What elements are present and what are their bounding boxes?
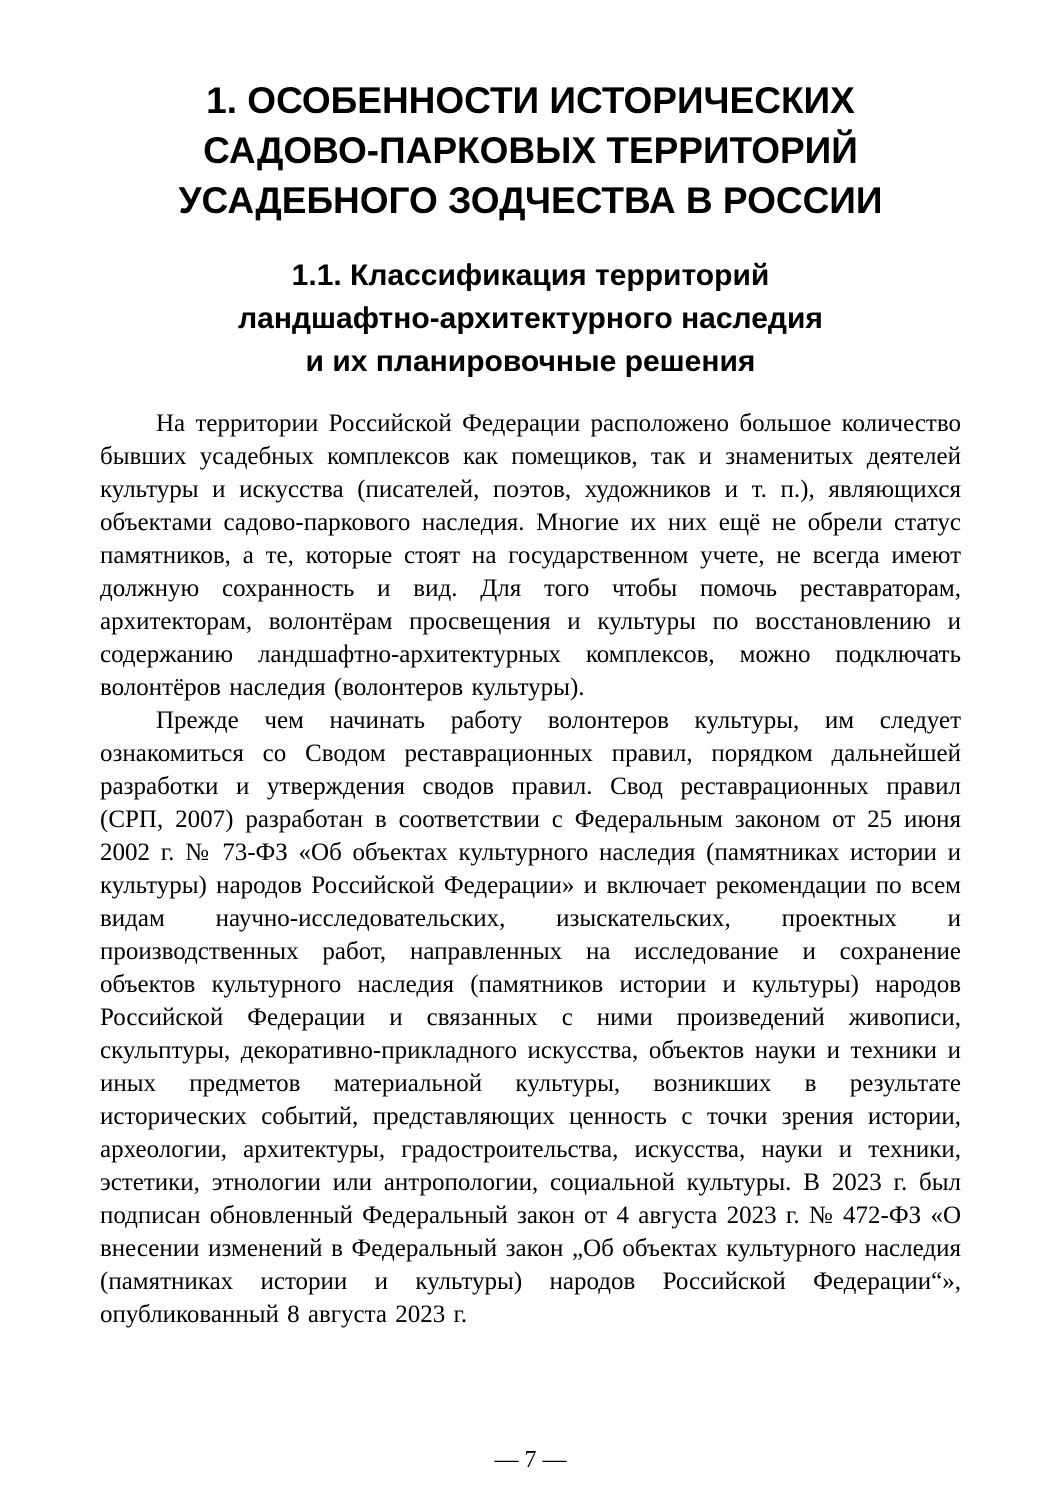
paragraph-1: На территории Российской Федерации расположено большое количество бывших усадебных комплексов как помещиков, так и знаменитых деятелей культуры и искусства (писателей, поэтов, художников и т. п.), являющихся объектами садово-паркового наследия. Многие их них ещё не обрели статус памятников, а те, которые стоят на государственном учете, не всегда имеют должную сохранность и вид. Для того чтобы помочь реставраторам, архитекторам, волонтёрам просвещения и культуры по восстановлению и содержанию ландшафтно-архитектурных комплексов, можно подключать волонтёров наследия (волонтеров культуры). (100, 410, 961, 701)
paragraph-2: Прежде чем начинать работу волонтеров культуры, им следует ознакомиться со Сводом реставрационных правил, порядком дальнейшей разработки и утверждения сводов правил. Свод реставрационных правил (СРП, 2007) разработан в соответствии с Федеральным законом от 25 июня 2002 г. № 73-ФЗ «Об объектах культурного наследия (памятниках истории и культуры) народов Российской Федерации» и включает рекомендации по всем видам научно-исследовательских, изыскательских, проектных и производственных работ, направленных на исследование и сохранение объектов культурного наследия (памятников истории и культуры) народов Российской Федерации и связанных с ними произведений живописи, скульптуры, декоративно-прикладного искусства, объектов науки и техники и иных предметов материальной культуры, возникших в результате исторических событий, представляющих ценность с точки зрения истории, археологии, архитектуры, градостроительства, искусства, науки и техники, эстетики, этнологии или антропологии, социальной культуры. В 2023 г. был подписан обновленный Федеральный закон от 4 августа 2023 г. № 472-ФЗ «О внесении изменений в Федеральный закон „Об объектах культурного наследия (памятниках истории и культуры) народов Российской Федерации“», опубликованный 8 августа 2023 г. (100, 707, 961, 1328)
section-title (100, 254, 961, 383)
chapter-title (100, 76, 961, 226)
chapter-title-line-1: 1. ОСОБЕННОСТИ ИСТОРИЧЕСКИХ (206, 80, 855, 121)
page-number: — 7 — (494, 1447, 567, 1473)
body-text (100, 407, 961, 1331)
section-title-line-3: и их планировочные решения (305, 345, 756, 378)
section-title-line-2: ландшафтно-архитектурного наследия (238, 302, 823, 335)
chapter-title-line-3: УСАДЕБНОГО ЗОДЧЕСТВА В РОССИИ (178, 180, 883, 221)
section-title-line-1: 1.1. Классификация территорий (291, 259, 770, 292)
chapter-title-line-2: САДОВО-ПАРКОВЫХ ТЕРРИТОРИЙ (203, 130, 858, 171)
